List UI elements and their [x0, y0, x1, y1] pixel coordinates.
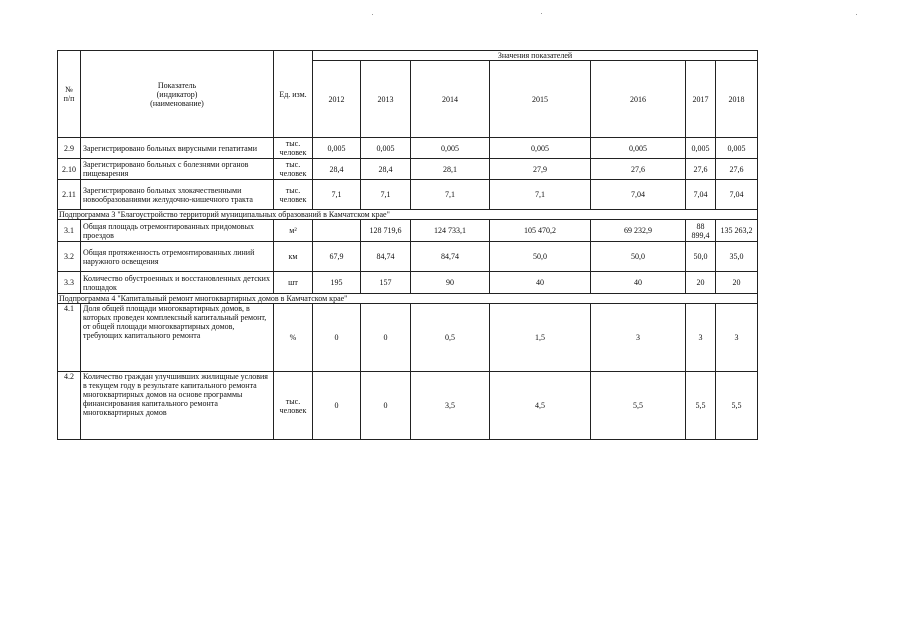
- section-row: [58, 294, 758, 304]
- table-row: [58, 180, 758, 210]
- indicator-name: Количество обустроенных и восстановленных детских площадок: [81, 272, 274, 294]
- indicator-name: Зарегистрировано больных с болезнями органов пищеварения: [81, 159, 274, 180]
- value-cell: 3,5: [411, 372, 490, 440]
- value-cell: 28,1: [411, 159, 490, 180]
- row-number: 3.2: [58, 242, 81, 272]
- value-cell: 5,5: [686, 372, 716, 440]
- value-cell: 7,04: [686, 180, 716, 210]
- value-cell: 4,5: [490, 372, 591, 440]
- value-cell: 3: [591, 304, 686, 372]
- value-cell: 84,74: [361, 242, 411, 272]
- unit-cell: тыс. человек: [274, 372, 313, 440]
- header-year: 2018: [716, 61, 758, 138]
- header-year: 2016: [591, 61, 686, 138]
- value-cell: 105 470,2: [490, 220, 591, 242]
- value-cell: 1,5: [490, 304, 591, 372]
- indicator-name: Общая протяженность отремонтированных линий наружного освещения: [81, 242, 274, 272]
- table-row: [58, 138, 758, 159]
- section-title: Подпрограмма 4 "Капитальный ремонт многоквартирных домов в Камчатском крае": [58, 294, 758, 304]
- table-row: [58, 159, 758, 180]
- value-cell: 27,9: [490, 159, 591, 180]
- value-cell: 7,1: [361, 180, 411, 210]
- value-cell: 27,6: [591, 159, 686, 180]
- value-cell: 0,005: [490, 138, 591, 159]
- row-number: 2.10: [58, 159, 81, 180]
- header-year: 2017: [686, 61, 716, 138]
- unit-cell: м²: [274, 220, 313, 242]
- indicator-name: Количество граждан улучшивших жилищные условия в текущем году в результате капитального ремонта многоквартирных домов на основе программы финансирования капитального ремонта многоквартирных домов: [81, 372, 274, 440]
- value-cell: 3: [716, 304, 758, 372]
- row-number: 2.9: [58, 138, 81, 159]
- value-cell: 7,1: [313, 180, 361, 210]
- value-cell: 5,5: [716, 372, 758, 440]
- header-unit: Ед. изм.: [274, 51, 313, 138]
- section-title: Подпрограмма 3 "Благоустройство территорий муниципальных образований в Камчатском крае": [58, 210, 758, 220]
- table-row: [58, 242, 758, 272]
- value-cell: 90: [411, 272, 490, 294]
- value-cell: 124 733,1: [411, 220, 490, 242]
- unit-cell: тыс. человек: [274, 138, 313, 159]
- value-cell: 7,04: [591, 180, 686, 210]
- value-cell: 28,4: [313, 159, 361, 180]
- value-cell: 128 719,6: [361, 220, 411, 242]
- value-cell: 40: [490, 272, 591, 294]
- value-cell: 0,005: [313, 138, 361, 159]
- indicators-table: [57, 50, 758, 440]
- header-year: 2014: [411, 61, 490, 138]
- value-cell: 50,0: [591, 242, 686, 272]
- value-cell: 0: [361, 372, 411, 440]
- table-row: [58, 220, 758, 242]
- value-cell: 88 899,4: [686, 220, 716, 242]
- row-number: 2.11: [58, 180, 81, 210]
- value-cell: 50,0: [686, 242, 716, 272]
- value-cell: 5,5: [591, 372, 686, 440]
- value-cell: 0: [313, 372, 361, 440]
- value-cell: 0,005: [361, 138, 411, 159]
- value-cell: 50,0: [490, 242, 591, 272]
- header-year: 2015: [490, 61, 591, 138]
- section-row: [58, 210, 758, 220]
- value-cell: 0,005: [716, 138, 758, 159]
- header-indicator: Показатель (индикатор) (наименование): [81, 51, 274, 138]
- value-cell: 28,4: [361, 159, 411, 180]
- value-cell: 0: [313, 304, 361, 372]
- header-year: 2012: [313, 61, 361, 138]
- row-number: 4.1: [58, 304, 81, 372]
- value-cell: 35,0: [716, 242, 758, 272]
- scan-speck: [372, 14, 373, 15]
- value-cell: 3: [686, 304, 716, 372]
- scan-speck: [856, 14, 857, 15]
- value-cell: [313, 220, 361, 242]
- value-cell: 195: [313, 272, 361, 294]
- value-cell: 69 232,9: [591, 220, 686, 242]
- value-cell: 27,6: [716, 159, 758, 180]
- row-number: 3.3: [58, 272, 81, 294]
- value-cell: 0: [361, 304, 411, 372]
- value-cell: 7,1: [411, 180, 490, 210]
- table-row: [58, 304, 758, 372]
- value-cell: 157: [361, 272, 411, 294]
- row-number: 3.1: [58, 220, 81, 242]
- value-cell: 84,74: [411, 242, 490, 272]
- unit-cell: км: [274, 242, 313, 272]
- value-cell: 27,6: [686, 159, 716, 180]
- value-cell: 7,04: [716, 180, 758, 210]
- value-cell: 0,5: [411, 304, 490, 372]
- unit-cell: тыс. человек: [274, 159, 313, 180]
- value-cell: 20: [686, 272, 716, 294]
- header-year: 2013: [361, 61, 411, 138]
- value-cell: 0,005: [686, 138, 716, 159]
- value-cell: 0,005: [591, 138, 686, 159]
- scan-speck: [541, 13, 542, 14]
- table-row: [58, 372, 758, 440]
- value-cell: 40: [591, 272, 686, 294]
- value-cell: 7,1: [490, 180, 591, 210]
- indicator-name: Зарегистрировано больных злокачественными новообразованиями желудочно-кишечного тракта: [81, 180, 274, 210]
- indicator-name: Доля общей площади многоквартирных домов, в которых проведен комплексный капитальный ремонт, от общей площади многоквартирных домов, требующих капитального ремонта: [81, 304, 274, 372]
- unit-cell: шт: [274, 272, 313, 294]
- row-number: 4.2: [58, 372, 81, 440]
- unit-cell: тыс. человек: [274, 180, 313, 210]
- value-cell: 0,005: [411, 138, 490, 159]
- unit-cell: %: [274, 304, 313, 372]
- header-num: № п/п: [58, 51, 81, 138]
- indicator-name: Зарегистрировано больных вирусными гепатитами: [81, 138, 274, 159]
- indicator-name: Общая площадь отремонтированных придомовых проездов: [81, 220, 274, 242]
- value-cell: 135 263,2: [716, 220, 758, 242]
- header-values-title: Значения показателей: [313, 51, 758, 61]
- table-row: [58, 272, 758, 294]
- value-cell: 20: [716, 272, 758, 294]
- value-cell: 67,9: [313, 242, 361, 272]
